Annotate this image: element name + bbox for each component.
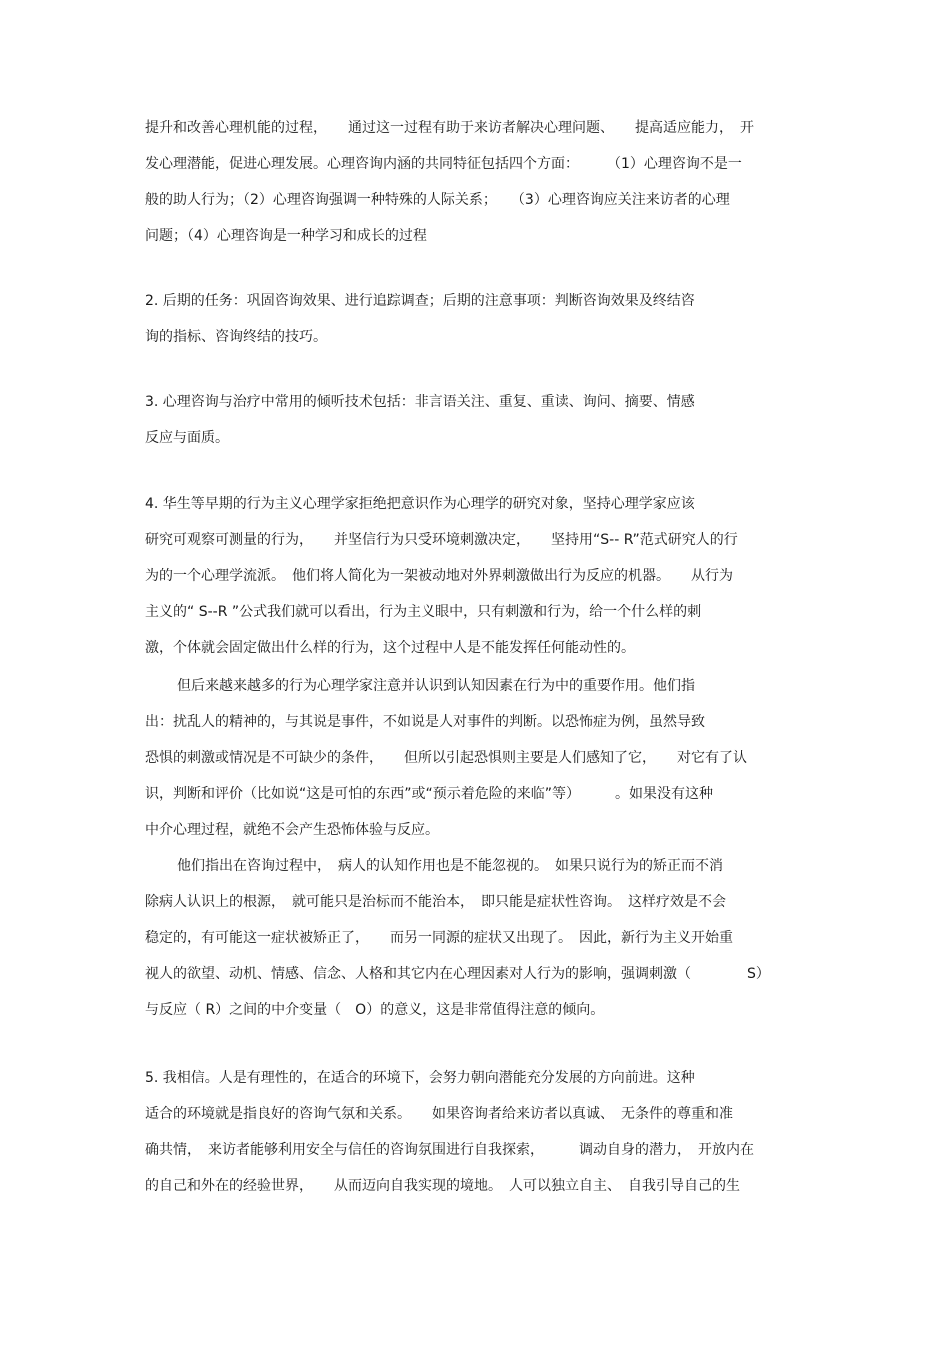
text-line: 的自己和外在的经验世界， 从而迈向自我实现的境地。 人可以独立自主、 自我引导自己的生 [145,1178,740,1194]
text-line: 恐惧的刺激或情况是不可缺少的条件， 但所以引起恐惧则主要是人们感知了它， 对它有了认 [145,750,747,766]
text-line: 反应与面质。 [145,430,229,446]
text-line: 出：扰乱人的精神的，与其说是事件，不如说是人对事件的判断。以恐怖症为例，虽然导致 [145,714,705,730]
text-line: 适合的环境就是指良好的咨询气氛和关系。 如果咨询者给来访者以真诚、 无条件的尊重和准 [145,1106,733,1122]
text-line: 4. 华生等早期的行为主义心理学家拒绝把意识作为心理学的研究对象，坚持心理学家应该 [145,496,695,512]
text-line: 与反应（ R）之间的中介变量（ O）的意义，这是非常值得注意的倾向。 [145,1002,605,1018]
text-line: 确共情， 来访者能够利用安全与信任的咨询氛围进行自我探索， 调动自身的潜力， 开放内在 [145,1142,754,1158]
text-line: 但后来越来越多的行为心理学家注意并认识到认知因素在行为中的重要作用。他们指 [177,678,695,694]
text-line: 发心理潜能，促进心理发展。心理咨询内涵的共同特征包括四个方面： （1）心理咨询不是一 [145,156,742,172]
text-line: 为的一个心理学流派。 他们将人简化为一架被动地对外界刺激做出行为反应的机器。 从行为 [145,568,733,584]
text-line: 问题；（4）心理咨询是一种学习和成长的过程 [145,228,427,244]
text-line: 提升和改善心理机能的过程， 通过这一过程有助于来访者解决心理问题、 提高适应能力， 开 [145,120,754,136]
text-line: 询的指标、咨询终结的技巧。 [145,329,327,345]
text-line: 般的助人行为；（2）心理咨询强调一种特殊的人际关系； （3）心理咨询应关注来访者的心理 [145,192,730,208]
text-line: 视人的欲望、动机、情感、信念、人格和其它内在心理因素对人行为的影响，强调刺激（ S） [145,966,770,982]
text-line: 研究可观察可测量的行为， 并坚信行为只受环境刺激决定， 坚持用“S-- R”范式研究人的行 [145,532,738,548]
text-line: 3. 心理咨询与治疗中常用的倾听技术包括：非言语关注、重复、重读、询问、摘要、情感 [145,394,695,410]
text-line: 中介心理过程，就绝不会产生恐怖体验与反应。 [145,822,439,838]
text-line: 5. 我相信。人是有理性的，在适合的环境下，会努力朝向潜能充分发展的方向前进。这种 [145,1070,695,1086]
text-line: 激，个体就会固定做出什么样的行为，这个过程中人是不能发挥任何能动性的。 [145,640,635,656]
text-line: 除病人认识上的根源， 就可能只是治标而不能治本， 即只能是症状性咨询。 这样疗效是不会 [145,894,726,910]
text-line: 他们指出在咨询过程中， 病人的认知作用也是不能忽视的。 如果只说行为的矫正而不消 [177,858,723,874]
text-line: 2. 后期的任务：巩固咨询效果、进行追踪调查；后期的注意事项：判断咨询效果及终结咨 [145,293,695,309]
text-line: 主义的“ S--R ”公式我们就可以看出，行为主义眼中，只有刺激和行为，给一个什么样的刺 [145,604,702,620]
text-line: 稳定的，有可能这一症状被矫正了， 而另一同源的症状又出现了。 因此，新行为主义开始重 [145,930,733,946]
text-line: 识，判断和评价（比如说“这是可怕的东西”或“预示着危险的来临”等） 。如果没有这种 [145,786,714,802]
